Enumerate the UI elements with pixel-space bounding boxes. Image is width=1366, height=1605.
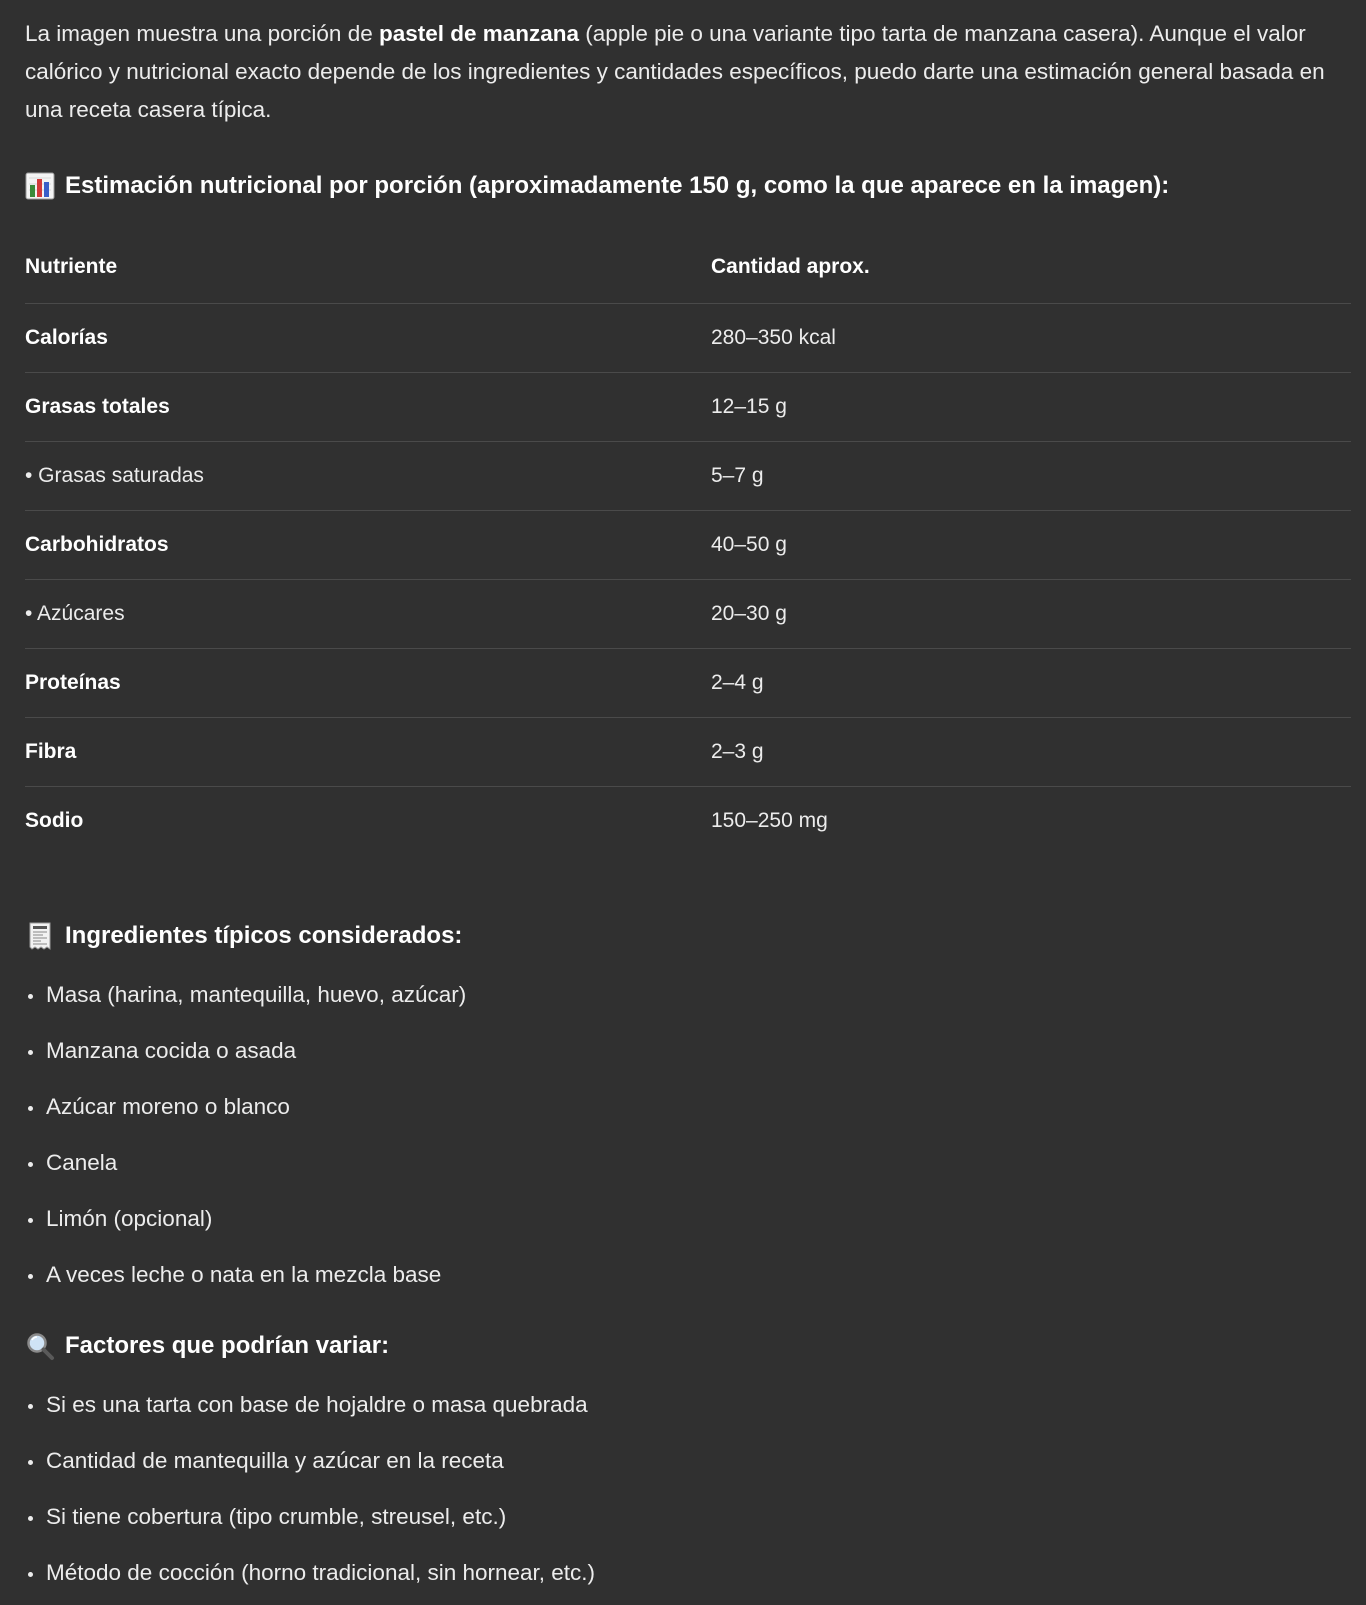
nutrient-amount-cell: 280–350 kcal: [711, 304, 1351, 373]
bar-chart-icon: [25, 171, 55, 201]
nutrient-name-cell: Calorías: [25, 304, 711, 373]
table-row: [25, 718, 1351, 787]
ingredients-heading-text: Ingredientes típicos considerados:: [65, 922, 463, 949]
column-header-nutrient: Nutriente: [25, 235, 711, 304]
nutrient-amount-cell: 40–50 g: [711, 511, 1351, 580]
ingredient-list-item: Azúcar moreno o blanco: [25, 1079, 1350, 1135]
column-header-amount: Cantidad aprox.: [711, 235, 1351, 304]
nutrient-amount-cell: 5–7 g: [711, 442, 1351, 511]
ingredients-heading: [25, 919, 1350, 953]
factors-heading: [25, 1329, 1350, 1363]
intro-bold-term: pastel de manzana: [378, 21, 580, 46]
magnifier-icon: [25, 1331, 55, 1361]
nutrition-heading: [25, 169, 1350, 203]
nutrient-name-cell: Sodio: [25, 809, 84, 832]
table-row: [25, 787, 1351, 856]
intro-paragraph: [25, 15, 1350, 129]
table-row: [25, 304, 1351, 373]
table-row: [25, 373, 1351, 442]
factor-list-item: Cantidad de mantequilla y azúcar en la receta: [25, 1433, 1350, 1489]
nutrition-table: [25, 235, 1351, 855]
ingredient-list-item: Canela: [25, 1135, 1350, 1191]
intro-text-before: La imagen muestra una porción de: [25, 21, 379, 46]
factor-list-item: Método de cocción (horno tradicional, sin hornear, etc.): [25, 1545, 1350, 1601]
ingredient-list-item: Masa (harina, mantequilla, huevo, azúcar): [25, 967, 1350, 1023]
table-row: [25, 580, 1351, 649]
nutrient-amount-cell: 12–15 g: [711, 373, 1351, 442]
nutrition-heading-text: Estimación nutricional por porción (aproximadamente 150 g, como la que aparece en la imagen):: [65, 172, 1170, 199]
ingredients-list: [25, 967, 1350, 1303]
nutrient-name-cell: Proteínas: [25, 649, 711, 718]
nutrient-amount-cell: 2–3 g: [711, 718, 1351, 787]
nutrient-amount-cell: 2–4 g: [711, 649, 1351, 718]
table-row: [25, 442, 1351, 511]
nutrient-name-cell: Carbohidratos: [25, 511, 711, 580]
nutrient-name-cell: • Azúcares: [25, 580, 711, 649]
nutrient-amount-cell: 150–250 mg: [711, 809, 828, 832]
ingredient-list-item: Manzana cocida o asada: [25, 1023, 1350, 1079]
table-header-row: [25, 235, 1351, 304]
nutrient-name-cell: Fibra: [25, 718, 711, 787]
nutrient-amount-cell: 20–30 g: [711, 580, 1351, 649]
receipt-icon: [25, 921, 55, 951]
factors-heading-text: Factores que podrían variar:: [65, 1332, 390, 1359]
nutrient-name-cell: Grasas totales: [25, 373, 711, 442]
factor-list-item: Si tiene cobertura (tipo crumble, streusel, etc.): [25, 1489, 1350, 1545]
nutrient-name-cell: • Grasas saturadas: [25, 442, 711, 511]
table-row: [25, 511, 1351, 580]
ingredient-list-item: Limón (opcional): [25, 1191, 1350, 1247]
factor-list-item: Si es una tarta con base de hojaldre o masa quebrada: [25, 1377, 1350, 1433]
ingredient-list-item: A veces leche o nata en la mezcla base: [25, 1247, 1350, 1303]
table-row: [25, 649, 1351, 718]
factors-list: [25, 1377, 1350, 1601]
intro-text-after: (apple pie o una variante tipo tarta de manzana casera). Aunque el valor calórico y nutricional exacto depende de los ingredientes y cantidades específicos, puedo darte una estimación general basada en una receta casera típica.: [25, 21, 1325, 122]
